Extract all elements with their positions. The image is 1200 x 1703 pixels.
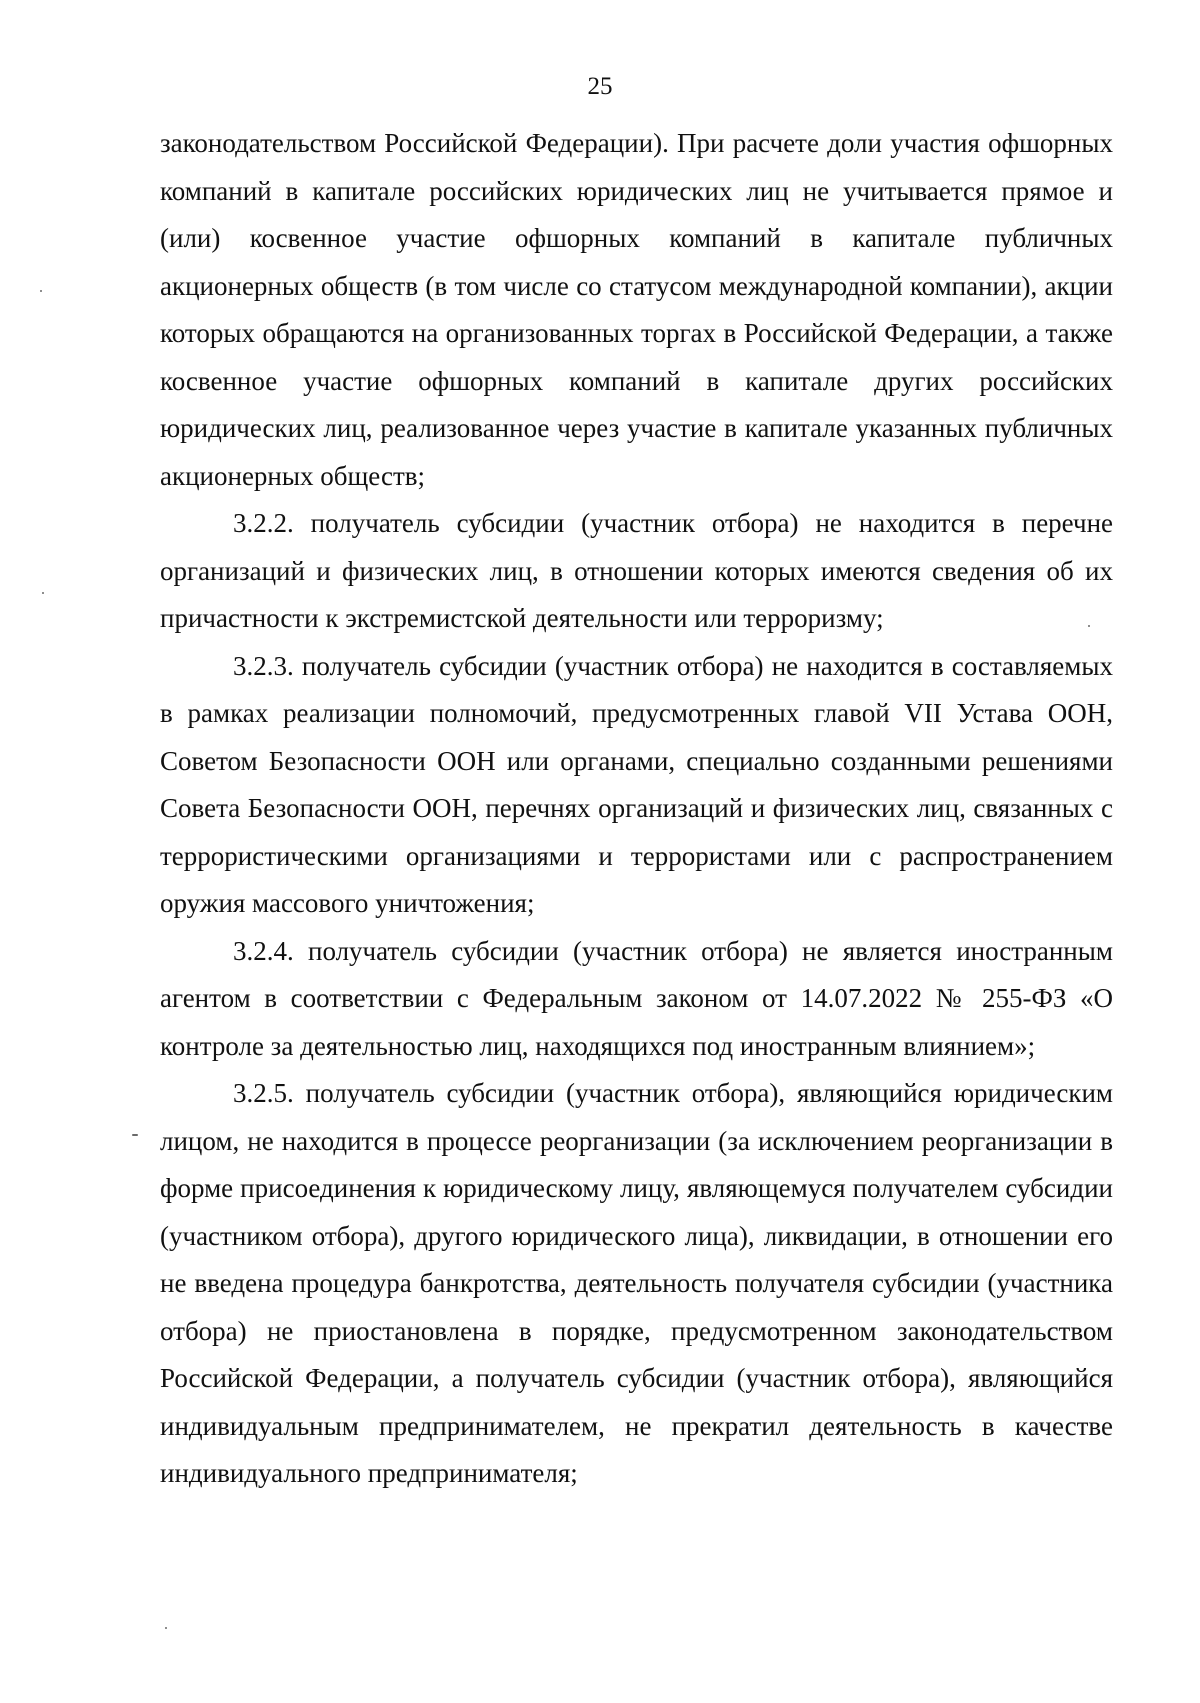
scan-speck [132,1134,138,1136]
paragraph-3-2-4: 3.2.4. получатель субсидии (участник отбора) не является иностранным агентом в соответствии с Федеральным законом от 14.07.2022 № 255-ФЗ «О контроле за деятельностью лиц, находящихся под иностранным влиянием»; [160,935,1113,1061]
paragraph-continuation: законодательством Российской Федерации). При расчете доли участия офшорных компаний в капитале российских юридических лиц не учитывается прямое и (или) косвенное участие офшорных компаний в капитале публичных акционерных обществ (в том числе со статусом международной компании), акции которых обращаются на организованных торгах в Российской Федерации, а также косвенное участие офшорных компаний в капитале других российских юридических лиц, реализованное через участие в капитале указанных публичных акционерных обществ; [160,128,1113,491]
scan-speck [165,1627,167,1629]
scan-speck [42,592,44,594]
scan-speck [1088,625,1090,627]
page-number: 25 [587,73,613,100]
paragraph-3-2-3: 3.2.3. получатель субсидии (участник отбора) не находится в составляемых в рамках реализации полномочий, предусмотренных главой VII Устава ООН, Советом Безопасности ООН или органами, специально созданными решениями Совета Безопасности ООН, перечнях организаций и физических лиц, связанных с террористическими организациями и террористами или с распространением оружия массового уничтожения; [160,650,1113,918]
scan-speck [40,290,42,292]
paragraph-3-2-2: 3.2.2. получатель субсидии (участник отбора) не находится в перечне организаций и физических лиц, в отношении которых имеются сведения об их причастности к экстремистской деятельности или терроризму; [160,508,1113,633]
document-body [160,120,1113,1498]
paragraph-3-2-5: 3.2.5. получатель субсидии (участник отбора), являющийся юридическим лицом, не находится в процессе реорганизации (за исключением реорганизации в форме присоединения к юридическому лицу, являющемуся получателем субсидии (участником отбора), другого юридического лица), ликвидации, в отношении его не введена процедура банкротства, деятельность получателя субсидии (участника отбора) не приостановлена в порядке, предусмотренном законодательством Российской Федерации, а получатель субсидии (участник отбора), являющийся индивидуальным предпринимателем, не прекратил деятельность в качестве индивидуального предпринимателя; [160,1078,1113,1488]
